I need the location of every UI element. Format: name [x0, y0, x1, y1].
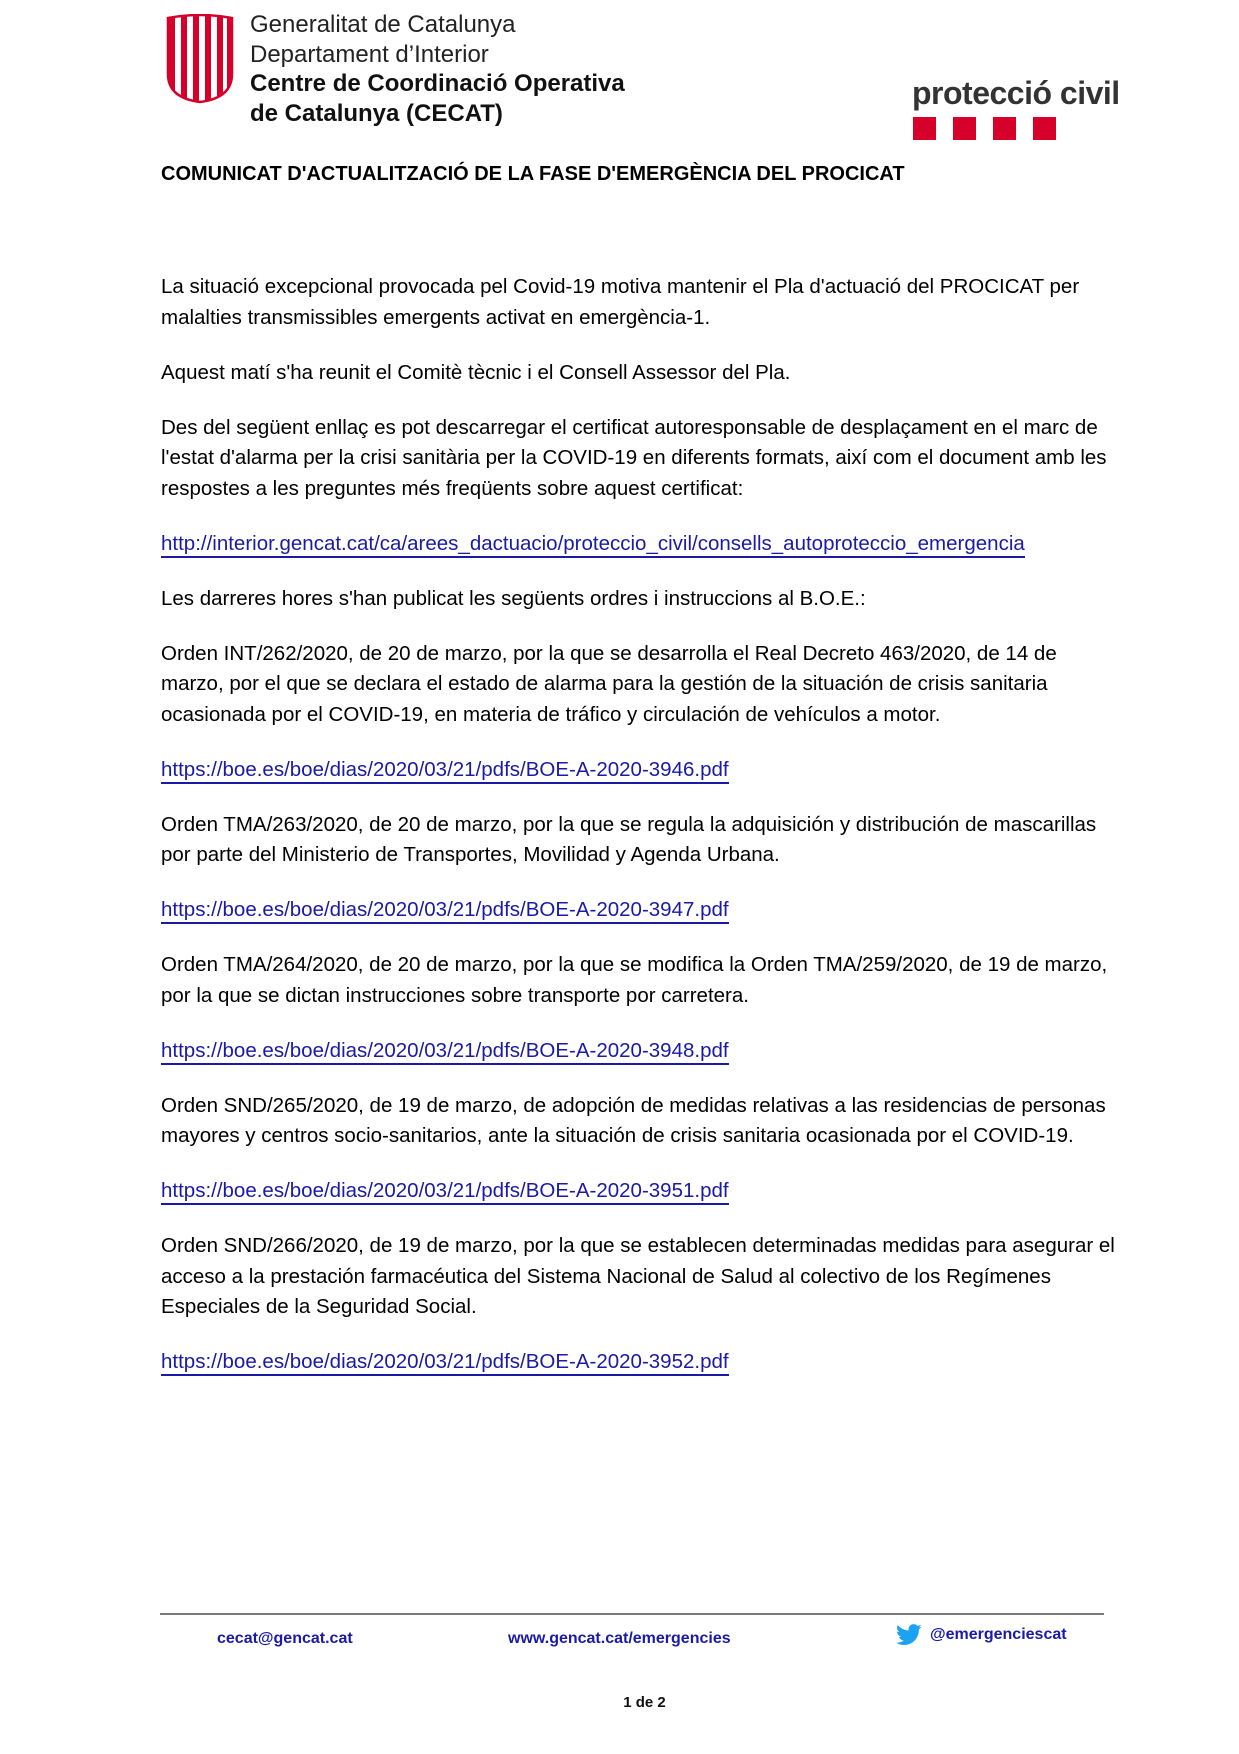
logo-square — [953, 117, 976, 140]
twitter-bird-icon — [896, 1624, 922, 1646]
org-line-centre: Centre de Coordinació Operativa — [250, 70, 625, 97]
proteccio-civil-logo-text: protecció civil — [912, 75, 1120, 111]
order-int-262: Orden INT/262/2020, de 20 de marzo, por la que se desarrolla el Real Decreto 463/2020, de 14 de marzo, por el que se declara el estado de alarma para la gestión de la situación de crisis sanitaria ocasionada por el COVID-19, en materia de tráfico y circulación de vehículos a motor. — [161, 641, 1057, 726]
order-snd-265: Orden SND/265/2020, de 19 de marzo, de adopción de medidas relativas a las residencias de personas mayores y centros socio-sanitarios, ante la situación de crisis sanitaria ocasionada por el COVID-19. — [161, 1093, 1106, 1147]
document-title: COMUNICAT D'ACTUALITZACIÓ DE LA FASE D'EMERGÈNCIA DEL PROCICAT — [161, 163, 905, 185]
footer-web-link[interactable]: www.gencat.cat/emergencies — [508, 1630, 731, 1647]
boe-link-3948[interactable]: https://boe.es/boe/dias/2020/03/21/pdfs/BOE-A-2020-3948.pdf — [161, 1039, 729, 1065]
paragraph-committee: Aquest matí s'ha reunit el Comitè tècnic i el Consell Assessor del Pla. — [161, 360, 791, 384]
org-line-generalitat: Generalitat de Catalunya — [250, 11, 516, 38]
logo-square — [993, 117, 1016, 140]
boe-link-3947[interactable]: https://boe.es/boe/dias/2020/03/21/pdfs/BOE-A-2020-3947.pdf — [161, 898, 729, 924]
link-row-3946 — [161, 755, 1119, 786]
link-row-main — [161, 529, 1119, 560]
footer-twitter[interactable] — [896, 1624, 1067, 1646]
footer-divider — [160, 1613, 1104, 1615]
catalan-seal-icon — [166, 14, 234, 104]
boe-link-3946[interactable]: https://boe.es/boe/dias/2020/03/21/pdfs/BOE-A-2020-3946.pdf — [161, 758, 729, 784]
order-snd-266: Orden SND/266/2020, de 19 de marzo, por la que se establecen determinadas medidas para asegurar el acceso a la prestación farmacéutica del Sistema Nacional de Salud al colectivo de los Regímenes Especiales de la Seguridad Social. — [161, 1234, 1115, 1318]
paragraph-boe-intro: Les darreres hores s'han publicat les següents ordres i instruccions al B.O.E.: — [161, 586, 866, 610]
order-tma-264: Orden TMA/264/2020, de 20 de marzo, por la que se modifica la Orden TMA/259/2020, de 19 de marzo, por la que se dictan instrucciones sobre transporte por carretera. — [161, 953, 1108, 1007]
link-row-3947 — [161, 895, 1119, 926]
paragraph-certificate: Des del següent enllaç es pot descarregar el certificat autoresponsable de desplaçament en el marc de l'estat d'alarma per la crisi sanitària per la COVID-19 en diferents formats, així com el document amb les respostes a les preguntes més freqüents sobre aquest certificat: — [161, 415, 1107, 500]
page-number-text: 1 de 2 — [623, 1694, 666, 1711]
logo-squares — [912, 117, 1102, 140]
proteccio-civil-logo — [912, 75, 1120, 140]
link-row-3952 — [161, 1347, 1119, 1378]
document-body — [161, 272, 1121, 1402]
document-header — [0, 0, 1239, 140]
order-tma-263: Orden TMA/263/2020, de 20 de marzo, por la que se regula la adquisición y distribución de mascarillas por parte del Ministerio de Transportes, Movilidad y Agenda Urbana. — [161, 812, 1097, 866]
link-row-3948 — [161, 1036, 1119, 1067]
paragraph-situation: La situació excepcional provocada pel Covid-19 motiva mantenir el Pla d'actuació del PROCICAT per malalties transmissibles emergents activat en emergència-1. — [161, 275, 1080, 329]
link-row-3951 — [161, 1176, 1119, 1207]
logo-square — [913, 117, 936, 140]
organization-name — [250, 10, 625, 128]
page-number — [0, 1694, 1239, 1711]
org-line-cecat: de Catalunya (CECAT) — [250, 99, 503, 127]
boe-link-3951[interactable]: https://boe.es/boe/dias/2020/03/21/pdfs/BOE-A-2020-3951.pdf — [161, 1179, 729, 1205]
boe-link-3952[interactable]: https://boe.es/boe/dias/2020/03/21/pdfs/BOE-A-2020-3952.pdf — [161, 1350, 729, 1376]
footer-email-link[interactable]: cecat@gencat.cat — [217, 1630, 353, 1647]
logo-square — [1033, 117, 1056, 140]
footer-twitter-handle: @emergenciescat — [930, 1626, 1067, 1643]
certificate-link[interactable]: http://interior.gencat.cat/ca/arees_dactuacio/proteccio_civil/consells_autoproteccio_emergencia — [161, 532, 1025, 558]
org-line-department: Departament d’Interior — [250, 40, 489, 68]
